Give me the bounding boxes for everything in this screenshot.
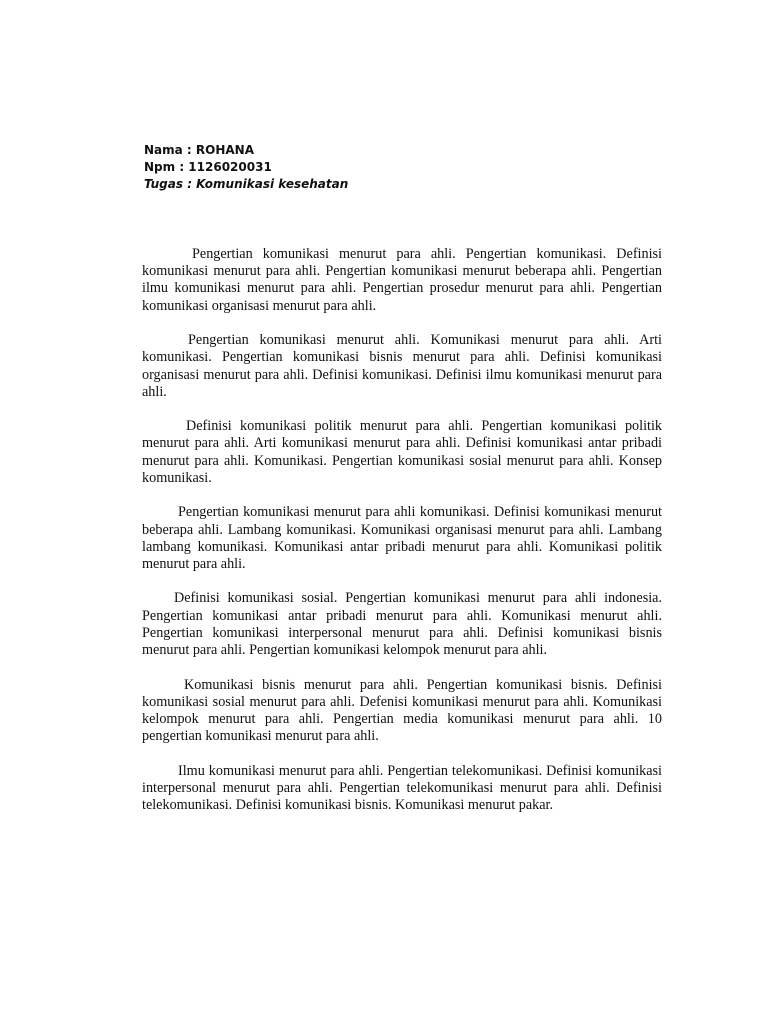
paragraph-5: Definisi komunikasi sosial. Pengertian komunikasi menurut para ahli indonesia. Pengertian komunikasi antar pribadi menurut para ahli. Komunikasi menurut ahli. Pengertian komunikasi interpersonal menurut para ahli. Definisi komunikasi bisnis menurut para ahli. Pengertian komunikasi kelompok menurut para ahli.: [142, 590, 662, 659]
paragraph-3: Definisi komunikasi politik menurut para ahli. Pengertian komunikasi politik menurut para ahli. Arti komunikasi menurut para ahli. Definisi komunikasi antar pribadi menurut para ahli. Komunikasi. Pengertian komunikasi sosial menurut para ahli. Konsep komunikasi.: [142, 418, 662, 486]
paragraph-4: Pengertian komunikasi menurut para ahli komunikasi. Definisi komunikasi menurut beberapa ahli. Lambang komunikasi. Komunikasi organisasi menurut para ahli. Lambang lambang komunikasi. Komunikasi antar pribadi menurut para ahli. Komunikasi politik menurut para ahli.: [142, 504, 662, 572]
paragraph-7: Ilmu komunikasi menurut para ahli. Pengertian telekomunikasi. Definisi komunikasi interpersonal menurut para ahli. Pengertian telekomunikasi menurut para ahli. Definisi telekomunikasi. Definisi komunikasi bisnis. Komunikasi menurut pakar.: [142, 762, 662, 814]
student-npm: Npm : 1126020031: [144, 160, 272, 174]
assignment-title: Tugas : Komunikasi kesehatan: [144, 177, 349, 191]
paragraph-2: Pengertian komunikasi menurut ahli. Komunikasi menurut para ahli. Arti komunikasi. Pengertian komunikasi bisnis menurut para ahli. Definisi komunikasi organisasi menurut para ahli. Definisi komunikasi. Definisi ilmu komunikasi menurut para ahli.: [142, 332, 662, 400]
document-header: [144, 142, 544, 193]
paragraph-1: Pengertian komunikasi menurut para ahli. Pengertian komunikasi. Definisi komunikasi menurut para ahli. Pengertian komunikasi menurut beberapa ahli. Pengertian ilmu komunikasi menurut para ahli. Pengertian prosedur menurut para ahli. Pengertian komunikasi organisasi menurut para ahli.: [142, 246, 662, 314]
paragraph-6: Komunikasi bisnis menurut para ahli. Pengertian komunikasi bisnis. Definisi komunikasi sosial menurut para ahli. Defenisi komunikasi menurut para ahli. Komunikasi kelompok menurut para ahli. Pengertian media komunikasi menurut para ahli. 10 pengertian komunikasi menurut para ahli.: [142, 676, 662, 745]
student-name: Nama : ROHANA: [144, 143, 254, 157]
document-body: [142, 246, 662, 832]
